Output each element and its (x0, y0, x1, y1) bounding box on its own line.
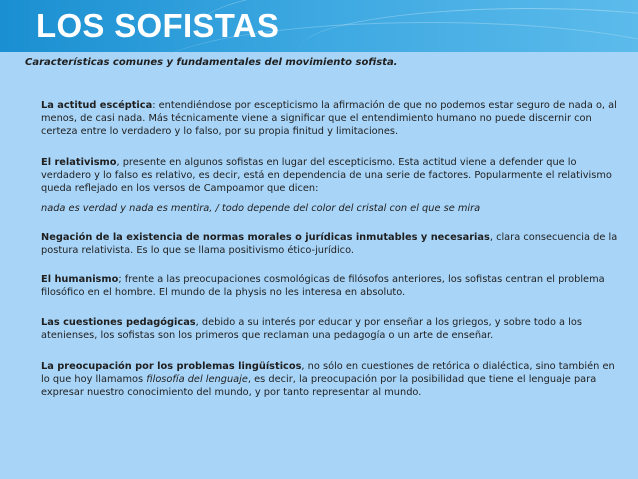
text-linguistics-b: , es decir, la preocupación por la posibilidad que tiene el lenguaje para expresar nuestro conocimiento del mundo, y por tanto representar al mundo. (41, 374, 597, 398)
campoamor-quote: nada es verdad y nada es mentira, / todo depende del color del cristal con el que se mira (41, 203, 481, 214)
paragraph-skepticism (41, 99, 621, 138)
paragraph-linguistics (41, 360, 621, 399)
italic-philosophy-of-language: filosofía del lenguaje (146, 374, 248, 385)
term-pedagogy: Las cuestiones pedagógicas (41, 317, 196, 328)
term-skepticism: La actitud escéptica (41, 100, 153, 111)
term-relativism: El relativismo (41, 157, 117, 168)
text-relativism: , presente en algunos sofistas en lugar del escepticismo. Esta actitud viene a defender que lo verdadero y lo falso es relativo, es decir, está en dependencia de una serie de factores. Popularmente el relativismo queda reflejado en los versos de Campoamor que dicen: (41, 157, 612, 194)
text-linguistics-a: , no sólo en cuestiones de retórica o dialéctica, sino también en lo que hoy llamamos (41, 361, 615, 385)
paragraph-pedagogy (41, 316, 621, 342)
term-humanism: El humanismo (41, 274, 119, 285)
text-humanism: ; frente a las preocupaciones cosmológicas de filósofos anteriores, los sofistas centran el problema filosófico en el hombre. El mundo de la physis no les interesa en absoluto. (41, 274, 605, 298)
term-linguistics: La preocupación por los problemas lingüísticos (41, 361, 302, 372)
content-panel (0, 52, 638, 479)
paragraph-humanism (41, 273, 621, 299)
paragraph-relativism (41, 156, 621, 195)
header-bar (0, 0, 638, 52)
term-norms: Negación de la existencia de normas morales o jurídicas inmutables y necesarias (41, 232, 490, 243)
slide-subtitle: Características comunes y fundamentales del movimiento sofista. (25, 57, 398, 68)
paragraph-norms (41, 231, 621, 257)
text-pedagogy: , debido a su interés por educar y por enseñar a los griegos, y sobre todo a los atenienses, los sofistas son los primeros que reclaman una pedagogía o un arte de enseñar. (41, 317, 582, 341)
text-skepticism: : entendiéndose por escepticismo la afirmación de que no podemos estar seguro de nada o, al menos, de casi nada. Más técnicamente viene a significar que el entendimiento humano no puede discernir con certeza entre lo verdadero y lo falso, por su propia finitud y limitaciones. (41, 100, 617, 137)
text-norms: , clara consecuencia de la postura relativista. Es lo que se llama positivismo ético-jurídico. (41, 232, 618, 256)
slide-title: LOS SOFISTAS (36, 7, 280, 44)
